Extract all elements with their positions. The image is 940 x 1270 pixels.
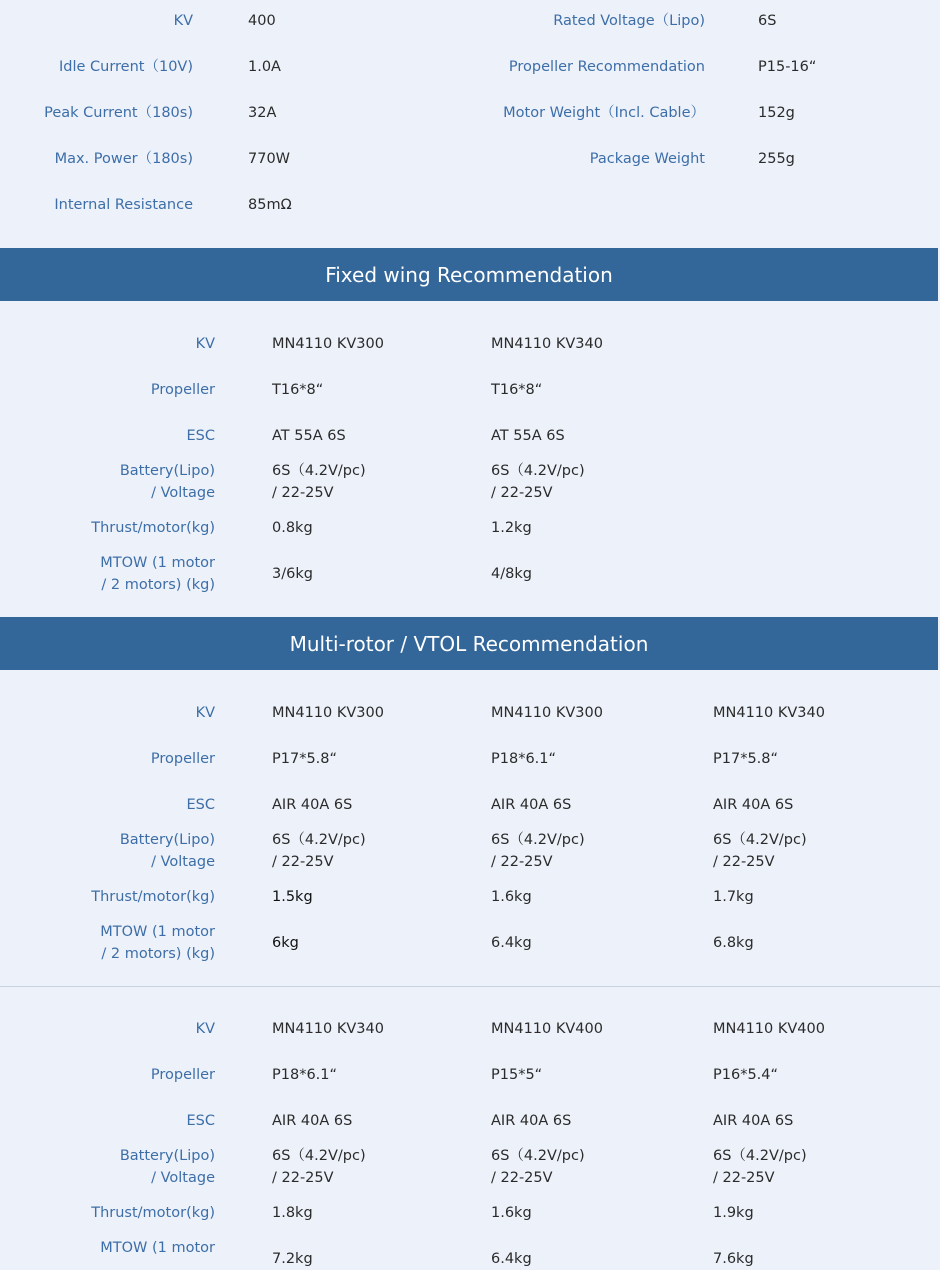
cell-esc: AIR 40A 6S	[713, 1113, 794, 1129]
cell-propeller: T16*8“	[491, 382, 543, 398]
row-label-mtow-2: / 2 motors) (kg)	[101, 577, 215, 593]
cell-thrust: 1.2kg	[491, 520, 532, 536]
cell-mtow: 3/6kg	[272, 566, 313, 582]
row-label-esc: ESC	[186, 1113, 215, 1129]
cell-voltage: / 22-25V	[713, 1170, 775, 1186]
cell-thrust: 0.8kg	[272, 520, 313, 536]
cell-thrust: 1.7kg	[713, 889, 754, 905]
cell-mtow: 7.6kg	[713, 1251, 754, 1267]
cell-esc: AIR 40A 6S	[713, 797, 794, 813]
fixed-wing-table	[0, 301, 940, 617]
multi-rotor-table-1	[0, 670, 940, 986]
cell-kv: MN4110 KV300	[272, 336, 384, 352]
row-label-voltage: / Voltage	[151, 485, 215, 501]
spec-value-internal-resistance: 85mΩ	[248, 197, 292, 213]
row-label-thrust: Thrust/motor(kg)	[91, 1205, 215, 1221]
row-label-thrust: Thrust/motor(kg)	[91, 520, 215, 536]
motor-specs	[0, 0, 940, 248]
row-label-kv: KV	[195, 1021, 215, 1037]
cell-kv: MN4110 KV400	[491, 1021, 603, 1037]
row-label-esc: ESC	[186, 428, 215, 444]
cell-esc: AIR 40A 6S	[272, 1113, 353, 1129]
spec-value-max-power: 770W	[248, 151, 291, 167]
spec-value-kv: 400	[248, 13, 276, 29]
cell-mtow: 6kg	[272, 935, 299, 951]
cell-mtow: 6.4kg	[491, 1251, 532, 1267]
spec-value-idle-current: 1.0A	[248, 59, 281, 75]
cell-esc: AT 55A 6S	[272, 428, 346, 444]
cell-battery: 6S（4.2V/pc)	[491, 463, 585, 479]
cell-battery: 6S（4.2V/pc)	[713, 832, 807, 848]
cell-voltage: / 22-25V	[491, 485, 553, 501]
row-label-voltage: / Voltage	[151, 1170, 215, 1186]
cell-kv: MN4110 KV340	[272, 1021, 384, 1037]
cell-voltage: / 22-25V	[491, 854, 553, 870]
row-label-battery: Battery(Lipo)	[119, 463, 215, 479]
spec-label-max-power: Max. Power（180s)	[54, 151, 193, 167]
row-label-kv: KV	[195, 705, 215, 721]
row-label-esc: ESC	[186, 797, 215, 813]
spec-label-internal-resistance: Internal Resistance	[54, 197, 193, 213]
cell-propeller: P17*5.8“	[272, 751, 338, 767]
cell-battery: 6S（4.2V/pc)	[272, 463, 366, 479]
cell-voltage: / 22-25V	[491, 1170, 553, 1186]
spec-label-peak-current: Peak Current（180s)	[44, 105, 193, 121]
cell-propeller: P17*5.8“	[713, 751, 779, 767]
row-label-propeller: Propeller	[150, 1067, 215, 1083]
row-label-battery: Battery(Lipo)	[119, 832, 215, 848]
row-label-mtow: MTOW (1 motor	[100, 555, 215, 571]
cell-kv: MN4110 KV340	[713, 705, 825, 721]
cell-thrust: 1.5kg	[272, 889, 313, 905]
cell-kv: MN4110 KV300	[491, 705, 603, 721]
cell-esc: AT 55A 6S	[491, 428, 565, 444]
cell-mtow: 6.8kg	[713, 935, 754, 951]
spec-value-peak-current: 32A	[248, 105, 277, 121]
cell-mtow: 6.4kg	[491, 935, 532, 951]
cell-esc: AIR 40A 6S	[491, 1113, 572, 1129]
row-label-propeller: Propeller	[150, 751, 215, 767]
cell-voltage: / 22-25V	[713, 854, 775, 870]
cell-voltage: / 22-25V	[272, 854, 334, 870]
cell-kv: MN4110 KV340	[491, 336, 603, 352]
cell-battery: 6S（4.2V/pc)	[713, 1148, 807, 1164]
cell-thrust: 1.9kg	[713, 1205, 754, 1221]
cell-propeller: P18*6.1“	[272, 1067, 338, 1083]
multi-rotor-header: Multi-rotor / VTOL Recommendation	[0, 617, 938, 670]
row-label-propeller: Propeller	[150, 382, 215, 398]
cell-mtow: 4/8kg	[491, 566, 532, 582]
cell-kv: MN4110 KV400	[713, 1021, 825, 1037]
spec-label-idle-current: Idle Current（10V)	[58, 59, 193, 75]
cell-kv: MN4110 KV300	[272, 705, 384, 721]
spec-value-rated-voltage: 6S	[758, 13, 777, 29]
cell-propeller: P16*5.4“	[713, 1067, 779, 1083]
row-label-thrust: Thrust/motor(kg)	[91, 889, 215, 905]
cell-voltage: / 22-25V	[272, 485, 334, 501]
spec-value-motor-weight: 152g	[758, 105, 795, 121]
cell-esc: AIR 40A 6S	[491, 797, 572, 813]
fixed-wing-header: Fixed wing Recommendation	[0, 248, 938, 301]
cell-propeller: P15*5“	[491, 1067, 543, 1083]
multi-rotor-table-2	[0, 986, 940, 1267]
row-label-mtow-2: / 2 motors) (kg)	[101, 946, 215, 962]
cell-thrust: 1.8kg	[272, 1205, 313, 1221]
spec-label-kv: KV	[173, 13, 193, 29]
cell-thrust: 1.6kg	[491, 889, 532, 905]
spec-value-package-weight: 255g	[758, 151, 795, 167]
cell-mtow: 7.2kg	[272, 1251, 313, 1267]
cell-battery: 6S（4.2V/pc)	[272, 832, 366, 848]
row-label-mtow: MTOW (1 motor	[100, 924, 215, 940]
spec-label-rated-voltage: Rated Voltage（Lipo)	[553, 13, 705, 29]
cell-battery: 6S（4.2V/pc)	[491, 1148, 585, 1164]
cell-voltage: / 22-25V	[272, 1170, 334, 1186]
row-label-kv: KV	[195, 336, 215, 352]
spec-value-propeller-recommendation: P15-16“	[758, 59, 817, 75]
row-label-mtow: MTOW (1 motor	[100, 1240, 215, 1256]
row-label-battery: Battery(Lipo)	[119, 1148, 215, 1164]
cell-propeller: T16*8“	[272, 382, 324, 398]
row-label-voltage: / Voltage	[151, 854, 215, 870]
spec-label-propeller-recommendation: Propeller Recommendation	[508, 59, 705, 75]
spec-label-package-weight: Package Weight	[589, 151, 705, 167]
cell-thrust: 1.6kg	[491, 1205, 532, 1221]
spec-label-motor-weight: Motor Weight（Incl. Cable）	[503, 105, 705, 121]
cell-battery: 6S（4.2V/pc)	[491, 832, 585, 848]
cell-battery: 6S（4.2V/pc)	[272, 1148, 366, 1164]
cell-propeller: P18*6.1“	[491, 751, 557, 767]
cell-esc: AIR 40A 6S	[272, 797, 353, 813]
